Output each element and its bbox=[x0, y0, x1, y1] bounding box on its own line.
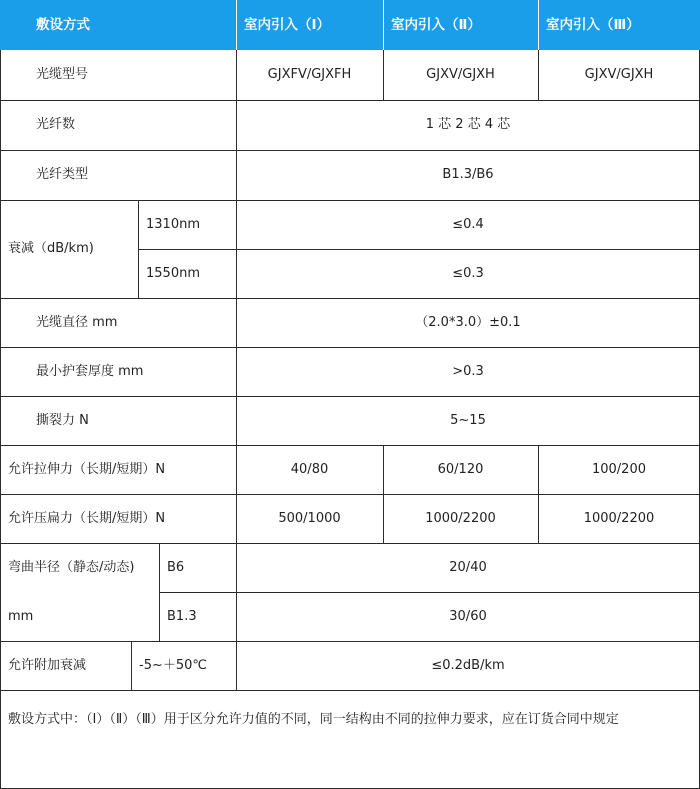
row-label-extra-attenuation: 允许附加衰减 bbox=[8, 657, 87, 673]
bend-value-b6: 20/40 bbox=[449, 559, 487, 575]
column-divider bbox=[131, 641, 132, 690]
row-divider bbox=[0, 543, 700, 544]
header-divider bbox=[538, 0, 539, 50]
row-label-fiber-count: 光纤数 bbox=[36, 117, 76, 133]
model-value-2: GJXV/GJXH bbox=[426, 67, 495, 83]
tensile-value-1: 40/80 bbox=[290, 461, 329, 477]
header-divider bbox=[383, 0, 384, 50]
model-value-1: GJXFV/GJXFH bbox=[267, 67, 352, 83]
column-divider bbox=[0, 50, 1, 789]
row-label-tensile: 允许拉伸力（长期/短期）N bbox=[8, 461, 166, 477]
header-method: 敷设方式 bbox=[0, 0, 236, 50]
column-divider bbox=[383, 445, 384, 543]
row-label-crush: 允许压扁力（长期/短期）N bbox=[8, 510, 166, 526]
model-value-3: GJXV/GJXH bbox=[584, 67, 654, 83]
row-divider bbox=[0, 298, 700, 299]
column-divider bbox=[236, 50, 237, 690]
row-divider bbox=[0, 150, 700, 151]
extra-attenuation-value: ≤0.2dB/km bbox=[431, 657, 505, 673]
header-type-2: 室内引入（Ⅱ） bbox=[383, 0, 538, 50]
row-label-model: 光缆型号 bbox=[36, 67, 89, 83]
row-divider bbox=[0, 690, 700, 691]
column-divider bbox=[538, 445, 539, 543]
row-label-bend-unit: mm bbox=[8, 608, 34, 624]
attenuation-value-1310: ≤0.4 bbox=[452, 216, 484, 232]
crush-value-3: 1000/2200 bbox=[583, 510, 655, 526]
row-label-fiber-type: 光纤类型 bbox=[36, 167, 89, 183]
tensile-value-2: 60/120 bbox=[437, 461, 484, 477]
column-divider bbox=[138, 200, 139, 298]
diameter-value: （2.0*3.0）±0.1 bbox=[415, 314, 521, 330]
row-label-attenuation: 衰减（dB/km) bbox=[8, 241, 94, 257]
row-divider bbox=[0, 200, 700, 201]
fiber-type-value: B1.3/B6 bbox=[442, 167, 494, 183]
fiber-count-value: 1 芯 2 芯 4 芯 bbox=[425, 117, 511, 133]
row-divider bbox=[0, 347, 700, 348]
bend-fiber-b13: B1.3 bbox=[167, 608, 197, 624]
bend-fiber-b6: B6 bbox=[167, 559, 185, 575]
tensile-value-3: 100/200 bbox=[591, 461, 646, 477]
column-divider bbox=[538, 50, 539, 100]
row-divider bbox=[138, 249, 700, 250]
row-label-bend: 弯曲半径（静态/动态) bbox=[8, 559, 135, 575]
row-label-sheath: 最小护套厚度 mm bbox=[36, 363, 144, 379]
row-divider bbox=[0, 445, 700, 446]
tear-value: 5~15 bbox=[450, 412, 486, 428]
row-divider bbox=[0, 641, 700, 642]
header-divider bbox=[236, 0, 237, 50]
column-divider bbox=[383, 50, 384, 100]
header-type-3: 室内引入（Ⅲ） bbox=[538, 0, 700, 50]
extra-attenuation-temp: -5~＋50℃ bbox=[139, 657, 207, 673]
bend-value-b13: 30/60 bbox=[449, 608, 487, 624]
row-label-tear: 撕裂力 N bbox=[36, 412, 89, 428]
column-divider bbox=[159, 543, 160, 641]
crush-value-2: 1000/2200 bbox=[425, 510, 496, 526]
row-divider bbox=[159, 592, 700, 593]
attenuation-value-1550: ≤0.3 bbox=[452, 265, 484, 281]
footnote: 敷设方式中：（Ⅰ）（Ⅱ）（Ⅲ）用于区分允许力值的不同，同一结构由不同的拉伸力要求，应在订货合同中规定 bbox=[8, 712, 619, 727]
row-divider bbox=[0, 494, 700, 495]
attenuation-wavelength-1550: 1550nm bbox=[146, 265, 200, 281]
attenuation-wavelength-1310: 1310nm bbox=[146, 216, 200, 232]
row-divider bbox=[0, 100, 700, 101]
crush-value-1: 500/1000 bbox=[278, 510, 341, 526]
row-divider bbox=[0, 396, 700, 397]
header-type-1: 室内引入（Ⅰ） bbox=[236, 0, 383, 50]
row-label-diameter: 光缆直径 mm bbox=[36, 314, 118, 330]
sheath-value: >0.3 bbox=[452, 363, 484, 379]
